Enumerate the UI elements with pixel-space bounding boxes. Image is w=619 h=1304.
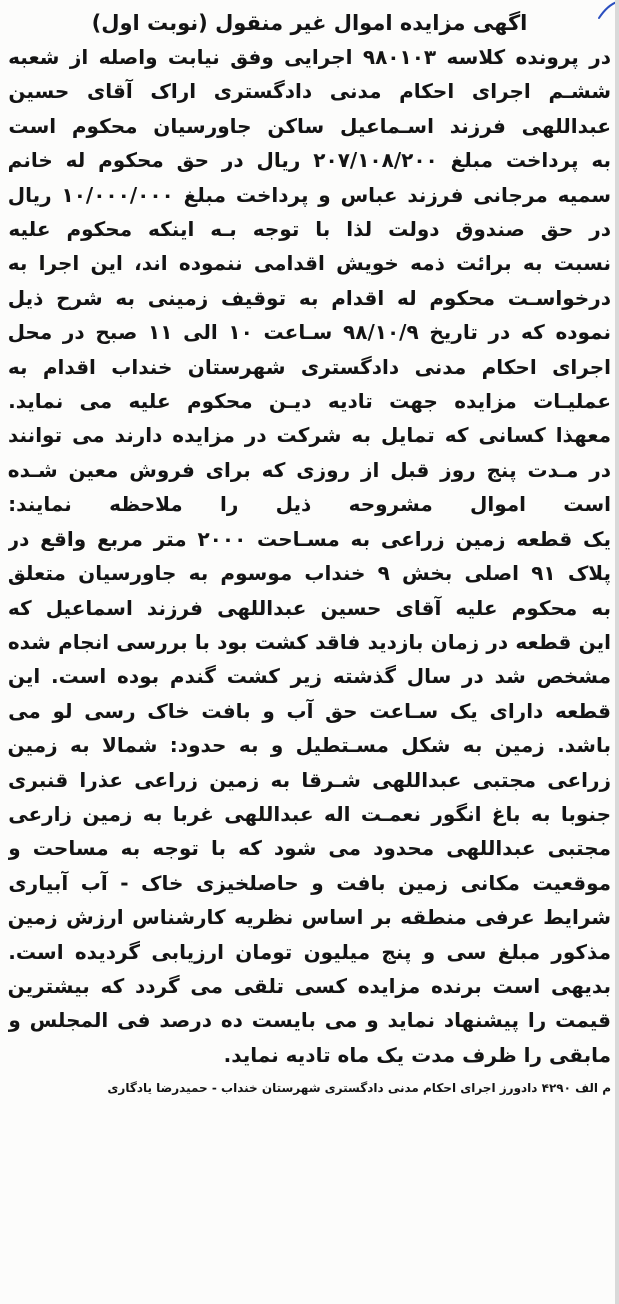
notice-line: است اموال مشروحه ذیل را ملاحظه نمایند: (8, 492, 611, 517)
notice-body (8, 40, 611, 1072)
notice-line: زراعی مجتبی عبداللهی شـرقا به زمین زراعی عذرا قنبری (8, 767, 611, 792)
notice-line: عبداللهی فرزند اسـماعیل ساکن جاورسیان محکوم است (8, 113, 611, 138)
notice-line: در حق صندوق دولت لذا با توجه بـه اینکه محکوم علیه (8, 217, 611, 242)
notice-line: مابقی را ظرف مدت یک ماه تادیه نماید. (223, 1042, 611, 1067)
notice-line: این قطعه در زمان بازدید فاقد کشت بود با بررسی انجام شده (8, 629, 611, 654)
notice-line: مذکور مبلغ سی و پنج میلیون تومان ارزیابی گردیده است. (8, 939, 611, 964)
notice-line: جنوبا به باغ انگور نعمـت اله عبداللهی غربا به زمین زارعی (8, 801, 611, 826)
notice-line: در پرونده کلاسه ۹۸۰۱۰۳ اجرایی وفق نیابت واصله از شعبه (8, 45, 611, 69)
notice-line: پلاک ۹۱ اصلی بخش ۹ خنداب موسوم به جاورسیان متعلق (8, 561, 611, 586)
auction-notice (8, 6, 611, 1098)
notice-line: درخواسـت محکوم له اقدام به توقیف زمینی به شرح ذیل (8, 285, 611, 310)
notice-line: باشد. زمین به شکل مسـتطیل و به حدود: شمالا به زمین (8, 733, 611, 758)
notice-line: مشخص شد در سال گذشته زیر کشت گندم بوده است. این (8, 664, 611, 689)
notice-line: قیمت را پیشنهاد نماید و می بایست ده درصد فی المجلس و (8, 1008, 611, 1033)
notice-line: معهذا کسانی که تمایل به شرکت در مزایده دارند می توانند (8, 423, 611, 448)
notice-title: اگهی مزایده اموال غیر منقول (نوبت اول) (91, 11, 528, 35)
notice-line: به پرداخت مبلغ ۲۰۷/۱۰۸/۲۰۰ ریال در حق محکوم له خانم (8, 148, 611, 173)
notice-line: ششـم اجرای احکام مدنی دادگستری اراک آقای حسین (8, 79, 611, 104)
notice-line: بدیهی است برنده مزایده کسی تلقی می گردد که بیشترین (8, 973, 611, 998)
scan-edge-shadow (615, 0, 619, 1304)
notice-line: قطعه دارای یک سـاعت حق آب و بافت خاک رسی لو می (8, 698, 611, 723)
notice-line: یک قطعه زمین زراعی به مسـاحت ۲۰۰۰ متر مربع واقع در (8, 526, 611, 551)
notice-line: نسبت به برائت ذمه خویش اقدامی ننموده اند، این اجرا به (8, 251, 611, 276)
notice-line: سمیه مرجانی فرزند عباس و پرداخت مبلغ ۱۰/۰۰۰/۰۰۰ ریال (8, 182, 611, 207)
notice-line: مجتبی عبداللهی محدود می شود که با توجه به مساحت و (8, 836, 611, 861)
notice-footer: م الف ۴۲۹۰ دادورز اجرای احکام مدنی دادگستری شهرستان خنداب - حمیدرضا یادگاری (107, 1081, 611, 1096)
notice-line: به محکوم علیه آقای حسین عبداللهی فرزند اسماعیل که (8, 595, 611, 620)
notice-line: در مـدت پنج روز قبل از روزی که برای فروش معین شـده (8, 457, 611, 482)
notice-line: نموده که در تاریخ ۹۸/۱۰/۹ سـاعت ۱۰ الی ۱۱ صبح در محل (8, 320, 611, 345)
notice-line: موقعیت مکانی زمین بافت و حاصلخیزی خاک - آب آبیاری (8, 870, 611, 895)
notice-line: اجرای احکام مدنی دادگستری شهرستان خنداب اقدام به (8, 354, 611, 379)
notice-line: عملیـات مزایده جهت تادیه دیـن محکوم علیه می نماید. (8, 389, 611, 414)
notice-line: شرایط عرفی منطقه بر اساس نظریه کارشناس ارزش زمین (8, 905, 611, 930)
